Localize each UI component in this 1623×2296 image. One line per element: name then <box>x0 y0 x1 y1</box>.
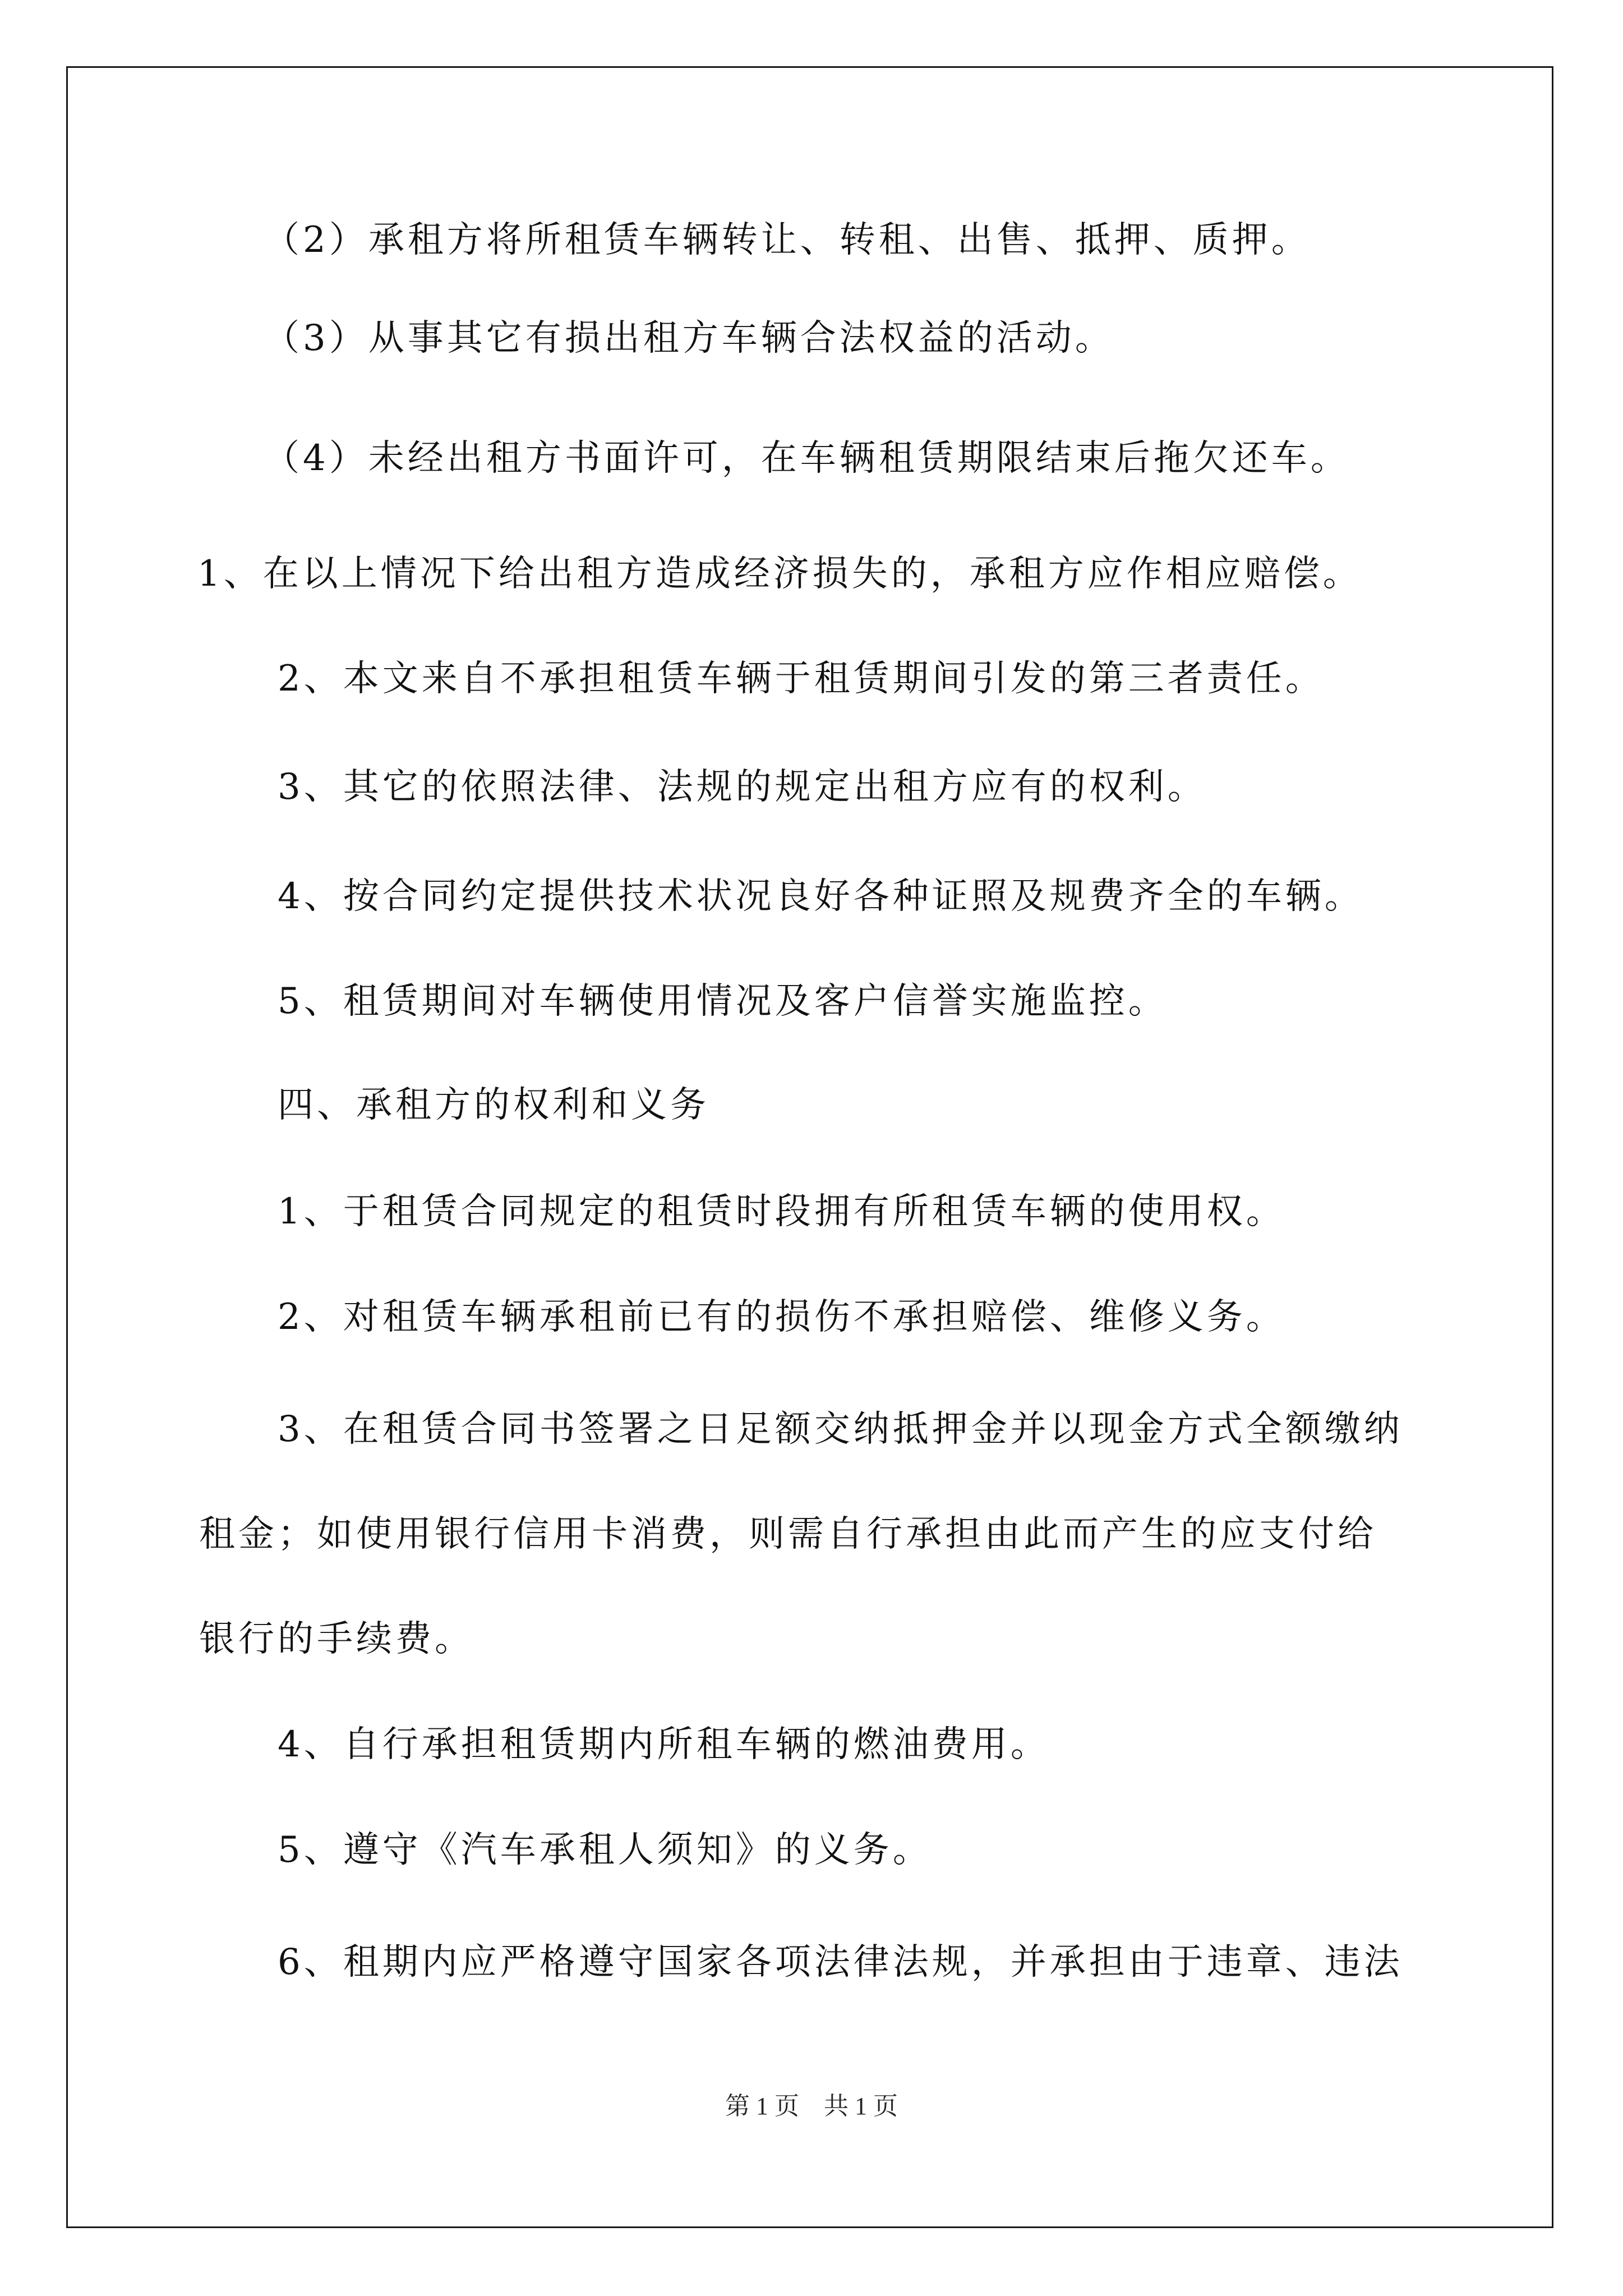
section-heading: 四、承租方的权利和义务 <box>278 1084 709 1126</box>
paragraph-line: 1、于租赁合同规定的租赁时段拥有所租赁车辆的使用权。 <box>278 1191 1285 1232</box>
paragraph-line: 5、遵守《汽车承租人须知》的义务。 <box>278 1829 932 1871</box>
paragraph-line: （2）承租方将所租赁车辆转让、转租、出售、抵押、质押。 <box>264 219 1311 261</box>
paragraph-line: 2、对租赁车辆承租前已有的损伤不承担赔偿、维修义务。 <box>278 1296 1285 1338</box>
paragraph-line: 3、在租赁合同书签署之日足额交纳抵押金并以现金方式全额缴纳 <box>278 1409 1403 1450</box>
paragraph-line: （4）未经出租方书面许可，在车辆租赁期限结束后拖欠还车。 <box>264 438 1350 479</box>
page-footer: 第 1 页 共 1 页 <box>725 2092 898 2120</box>
paragraph-line: 4、自行承担租赁期内所租车辆的燃油费用。 <box>278 1724 1050 1765</box>
paragraph-line: 租金；如使用银行信用卡消费，则需自行承担由此而产生的应支付给 <box>199 1513 1377 1555</box>
page-border <box>66 66 1553 2228</box>
paragraph-line: 6、租期内应严格遵守国家各项法律法规，并承担由于违章、违法 <box>278 1941 1403 1983</box>
paragraph-line: 4、按合同约定提供技术状况良好各种证照及规费齐全的车辆。 <box>278 876 1364 917</box>
paragraph-line: 3、其它的依照法律、法规的规定出租方应有的权利。 <box>278 766 1207 808</box>
paragraph-line: 5、租赁期间对车辆使用情况及客户信誉实施监控。 <box>278 981 1168 1022</box>
paragraph-line: 1、在以上情况下给出租方造成经济损失的，承租方应作相应赔偿。 <box>197 553 1362 595</box>
paragraph-line: （3）从事其它有损出租方车辆合法权益的活动。 <box>264 318 1114 359</box>
paragraph-line: 银行的手续费。 <box>199 1618 474 1660</box>
paragraph-line: 2、本文来自不承担租赁车辆于租赁期间引发的第三者责任。 <box>278 658 1325 700</box>
